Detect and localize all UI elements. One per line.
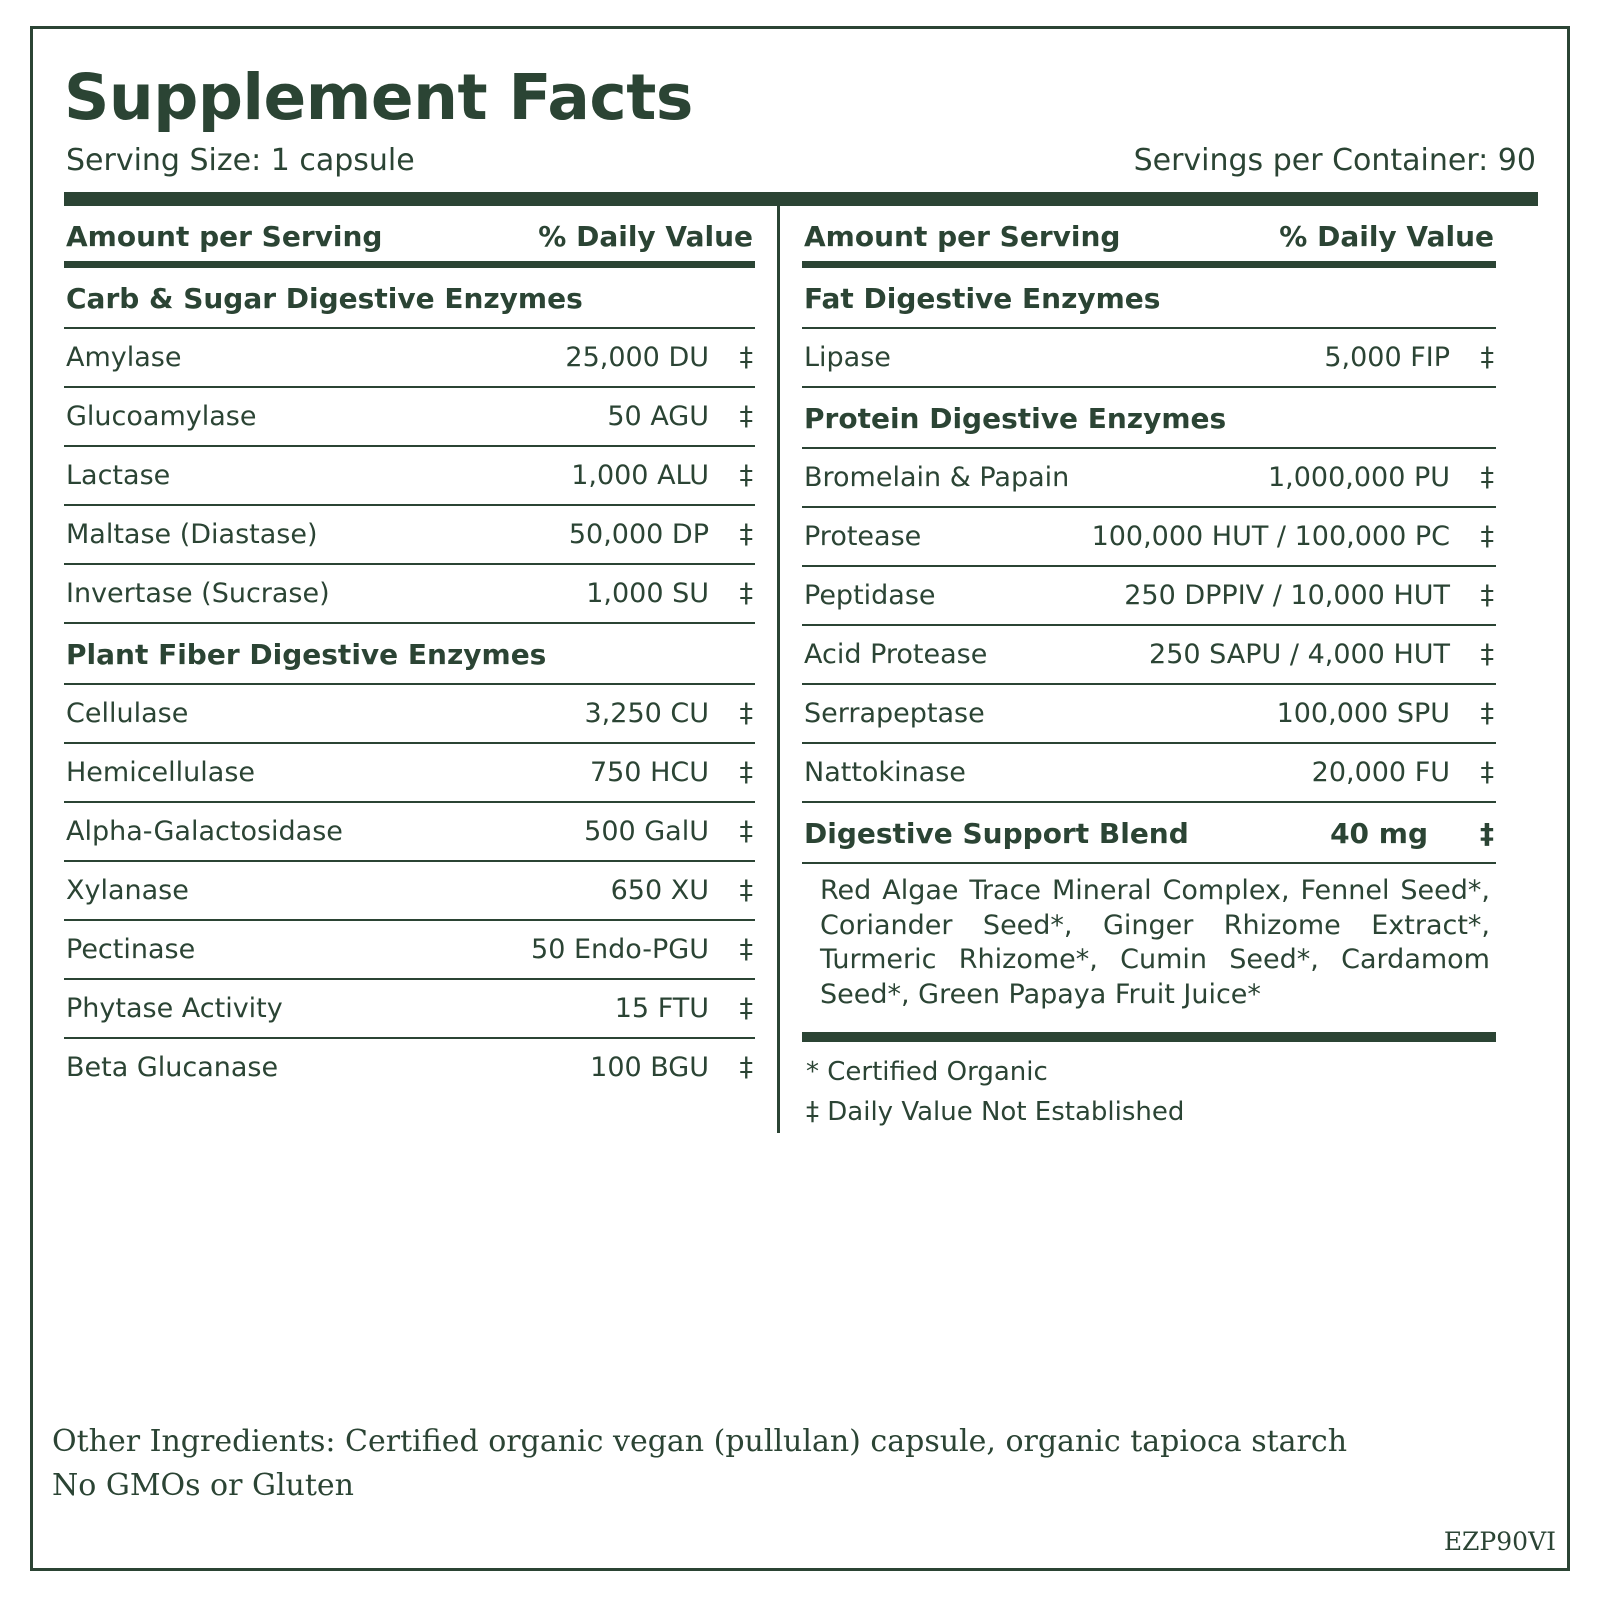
nutrient-amount: 100,000 SPU [1276,698,1450,729]
nutrient-dv: ‡ [1480,521,1494,552]
nutrient-amount: 650 XU [610,875,709,906]
table-row [64,980,755,1039]
nutrient-name: Xylanase [66,875,189,906]
nutrient-amount: 50,000 DP [568,519,709,550]
table-row [802,685,1496,744]
nutrient-name: Lactase [66,460,171,491]
nutrient-dv: ‡ [739,342,753,373]
nutrient-dv: ‡ [739,519,753,550]
footnote-rule [802,1032,1496,1042]
nutrient-name: Amylase [66,342,182,373]
nutrient-dv: ‡ [1480,342,1494,373]
blend-ingredients: Red Algae Trace Mineral Complex, Fennel Seed*, Coriander Seed*, Ginger Rhizome Extract*, Turmeric Rhizome*, Cumin Seed*, Cardamom Seed*, Green Papaya Fruit Juice* [820,875,1490,1010]
table-row [802,567,1496,626]
left-column [64,206,780,1133]
nutrient-dv: ‡ [739,578,753,609]
right-column-body [802,268,1496,1133]
nutrient-dv: ‡ [739,698,753,729]
nutrient-name: Protease [804,521,922,552]
table-row [802,508,1496,567]
left-column-header [64,206,755,261]
nutrient-amount: 1,000 ALU [571,460,709,491]
table-row [64,565,755,624]
footnote-organic: * Certified Organic [806,1057,1048,1088]
table-row [64,388,755,447]
servings-per-container: Servings per Container: 90 [1133,143,1536,178]
group-heading-digestive-support-blend [802,803,1496,864]
nutrient-amount: 3,250 CU [584,698,709,729]
panel-content [24,22,1576,1133]
right-column [780,206,1496,1133]
nutrient-name: Invertase (Sucrase) [66,578,330,609]
other-ingredients-block [52,1420,1522,1507]
table-row [64,506,755,565]
group-heading-carb-sugar: Carb & Sugar Digestive Enzymes [64,268,755,329]
nutrient-name: Glucoamylase [66,401,257,432]
footnote-daily-value: ‡ Daily Value Not Established [806,1097,1185,1128]
table-row [64,921,755,980]
left-header-rule [64,261,755,268]
nutrient-amount: 1,000,000 PU [1267,462,1450,493]
nutrient-amount: 15 FTU [614,993,709,1024]
nutrient-name: Pectinase [66,934,196,965]
nutrient-amount: 100 BGU [590,1052,709,1083]
right-column-header [802,206,1496,261]
blend-name: Digestive Support Blend [804,817,1189,850]
table-row [802,626,1496,685]
nutrient-name: Phytase Activity [66,993,283,1024]
nutrient-amount: 5,000 FIP [1324,342,1450,373]
table-row [64,862,755,921]
nutrient-amount: 750 HCU [589,757,709,788]
left-amount-header: Amount per Serving [66,220,383,253]
serving-size: Serving Size: 1 capsule [66,143,415,178]
table-row [64,744,755,803]
nutrient-amount: 250 SAPU / 4,000 HUT [1149,639,1450,670]
nutrient-name: Peptidase [804,580,936,611]
nutrient-dv: ‡ [1480,698,1494,729]
nutrient-dv: ‡ [1480,462,1494,493]
nutrient-amount: 250 DPPIV / 10,000 HUT [1124,580,1450,611]
nutrient-dv: ‡ [739,757,753,788]
nutrient-amount: 100,000 HUT / 100,000 PC [1091,521,1450,552]
serving-info-row [64,143,1538,178]
nutrient-name: Maltase (Diastase) [66,519,318,550]
nutrient-dv: ‡ [1480,757,1494,788]
nutrient-amount: 50 AGU [607,401,709,432]
table-row [64,685,755,744]
header-thick-rule [64,192,1538,206]
nutrient-name: Serrapeptase [804,698,985,729]
other-ingredients-text: Other Ingredients: Certified organic vegan (pullulan) capsule, organic tapioca starch [52,1424,1348,1459]
product-code: EZP90VI [1443,1527,1556,1556]
table-row [802,449,1496,508]
table-row [802,744,1496,803]
nutrient-name: Alpha-Galactosidase [66,816,343,847]
table-row [64,1039,755,1096]
table-row [64,447,755,506]
nutrient-name: Lipase [804,342,891,373]
nutrient-amount: 20,000 FU [1311,757,1450,788]
no-gmo-text: No GMOs or Gluten [52,1467,355,1503]
nutrient-dv: ‡ [739,460,753,491]
nutrient-dv: ‡ [739,816,753,847]
group-heading-fat: Fat Digestive Enzymes [802,268,1496,329]
nutrition-columns [64,206,1538,1133]
right-header-rule [802,261,1496,268]
table-row [802,329,1496,388]
nutrient-amount: 25,000 DU [565,342,709,373]
nutrient-name: Hemicellulase [66,757,256,788]
right-dv-header: % Daily Value [1279,220,1494,253]
left-dv-header: % Daily Value [538,220,753,253]
nutrient-name: Bromelain & Papain [804,462,1070,493]
nutrient-dv: ‡ [1480,639,1494,670]
group-heading-protein: Protein Digestive Enzymes [802,388,1496,449]
nutrient-dv: ‡ [739,1052,753,1083]
right-amount-header: Amount per Serving [804,220,1121,253]
left-column-body [64,268,755,1102]
nutrient-name: Cellulase [66,698,189,729]
nutrient-amount: 500 GalU [584,816,709,847]
table-row [64,803,755,862]
nutrient-dv: ‡ [739,401,753,432]
footnotes [802,1042,1496,1133]
nutrient-name: Nattokinase [804,757,966,788]
blend-amount: 40 mg [1330,817,1428,850]
table-row [64,329,755,388]
nutrient-dv: ‡ [1480,580,1494,611]
nutrient-name: Beta Glucanase [66,1052,279,1083]
nutrient-name: Acid Protease [804,639,988,670]
blend-dv: ‡ [1480,817,1494,850]
nutrient-amount: 50 Endo-PGU [531,934,709,965]
nutrient-amount: 1,000 SU [586,578,709,609]
group-heading-plant-fiber: Plant Fiber Digestive Enzymes [64,624,755,685]
nutrient-dv: ‡ [739,875,753,906]
nutrient-dv: ‡ [739,993,753,1024]
page-title: Supplement Facts [64,61,693,134]
nutrient-dv: ‡ [739,934,753,965]
